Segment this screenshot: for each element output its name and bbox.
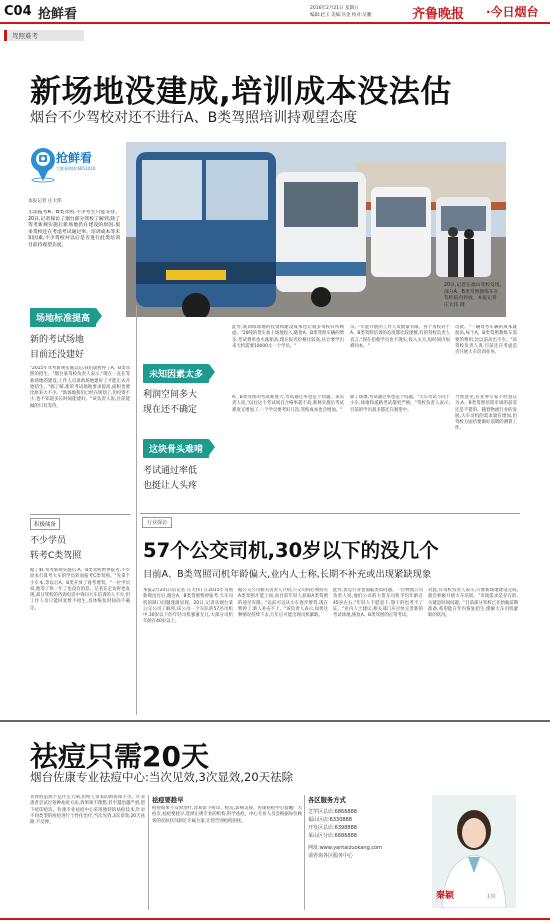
- second-headline: 57个公交司机,30岁以下的没几个: [143, 539, 439, 562]
- logo-hotline: 大鲜看热线:6651010: [56, 166, 96, 171]
- story2-col4: 对此,有驾校负责人表示,只要新场地建设完成,就会积极开展大车培训。"市场需求是存在的,关键是时间问题。"目前部分驾校已开始做前期准备,希望能在年内恢复招生,缓解大车司机紧缺的状况。: [428, 588, 518, 619]
- label-hard-bone: 这块骨头难啃: [143, 439, 209, 458]
- section-tag-label: 驾照难考: [12, 32, 38, 40]
- section-tag: [4, 30, 84, 41]
- website: 网址:www.yantaizuokang.com: [308, 845, 383, 851]
- doctor-role: 主任: [486, 894, 497, 900]
- divider: [140, 513, 520, 514]
- ad-column-divider: [304, 795, 305, 910]
- branch-item: 莱山区分店:6686888: [308, 833, 357, 839]
- col1-subhead-1: 新的考试场地: [30, 335, 85, 345]
- branch-item: 福山区店:6330888: [308, 817, 352, 823]
- photo-caption: 20日,记者在福山驾校发现,部分A、B类驾照教练车在驾校院内停放。本报记者 庄大伟 摄: [444, 283, 502, 308]
- col2-subhead-1b: 现在还不确定: [143, 405, 198, 415]
- story2-col2: 据公交公司相关负责人介绍,公交司机必须持有A类驾照才能上岗,而目前年轻人获取A类驾照的途径有限。"以前可以从小车逐步增驾,现在暂停了,新人补充不上。"该负责人表示,如果这种情况持续下去,几年后可能出现司机紧缺。: [238, 588, 328, 619]
- story2-col3: 此外,货运行业也面临类似问题。一位物流公司负责人说,他们公司的大货车司机平均年龄在45岁左右,"年轻人不愿意干,想干的也考不了证。"业内人士建议,相关部门应尽快完善新的考试场地,恢复A、B类驾照的正常考试。: [333, 588, 423, 619]
- ad-section1-body: 痘痘如果不及时治疗,容易留下痘印、痘坑,影响美观。佐康祛痘中心提醒广大痘友,祛痘要趁早,选择正规专业的机构,科学祛痘。中心专业人员会根据每位顾客的皮肤状况制定专属方案,让您告别痘痘困扰。: [152, 806, 302, 824]
- col4-body-top: 员批。"一辆驾考车辆的成本就很高,每个A、B类驾照教练车需要的费用,比以前高出不少。"该驾校负责人说,目前还在考虑是否开展大车培训业务。: [455, 325, 517, 356]
- col1-body: "2015年驾考新规实施以后,我们就暂停了A、B类驾照的招生。"烟台某驾校负责人表示,"现在一直在等新场地的建设,工作人员说新场地建好了才能正式开始招生。"据了解,新的考试场地要求提高,面积也要比原来大不少。"新场地我们已经在规划了,但投资不小,也不知道多长时间能建好。"该负责人说,目前能做的只有等待。: [30, 366, 130, 409]
- newspaper-edition: ·今日烟台: [486, 5, 539, 19]
- divider: [30, 514, 130, 515]
- col1-subhead-2: 目前还没建好: [30, 350, 85, 360]
- main-subheadline: 烟台不少驾校对还不进行A、B类驾照培训持观望态度: [30, 110, 358, 126]
- intro-paragraph: 无法报考A、B类驾照,不少考生只能等待。20日,记者探访了烟台部分驾校了解到,除了驾考新规实施后新场地仍在建设的原因,很多驾校还在考虑考试通过率、培训成本等未知因素,不少驾校对以后是否进行此类培训目前持观望态度。: [28, 210, 120, 248]
- col2-body-top: 此外,新训练场地的投资和建设成本也让很多驾校有所顾虑。"20吨的货车加上场地投入,随着A、B类驾照车辆的增多,考试费用也水涨船高,现在报名价格比较高,估计要学出来大约需要10000元一个学员。": [232, 325, 344, 349]
- branch-item: 开发区总店:6398888: [308, 825, 357, 831]
- section-tag-bar: [4, 30, 7, 41]
- ad-section2-title: 各区服务方式: [308, 797, 346, 804]
- section-name: 抢鲜看: [38, 7, 78, 22]
- ad-subheadline: 烟台佐康专业祛痘中心:当次见效,3次显效,20天祛除: [30, 770, 294, 784]
- col3-body-top: 员,一年能开展的工作人员数量有限。各个驾校对于A、B类驾照培训的态度都比较谨慎,有的驾校负责人直言,"现在招收学员也不现实,投入太大,短时间内很难回本。": [350, 325, 450, 349]
- ad-intro: 青春痘虽然不是什么大病,但给人带来的困扰却不少。许多患者尝试过各种祛痘方法,效果却不理想,甚至越治越严重,留下痘印痘坑。佐康专业祛痘中心采用独特的祛痘技术,针对不同类型的痘痘进行个性化治疗,当次见效,3次显效,20天祛除,不反弹。: [30, 795, 145, 826]
- label-unknown-factors: 未知因素太多: [143, 364, 209, 383]
- col3-body-mid: 除了场地,考试通过率也是个问题。"大车考试不同于小车,场地和道路考试都更严格。"驾校负责人表示,目前的学员很多都还在观望中。: [350, 395, 450, 413]
- col1b-tag: 积极储备: [30, 518, 60, 530]
- col2-subhead-2a: 考试通过率低: [143, 466, 198, 476]
- date-line: 2016年2月21日 星期五: [310, 6, 359, 11]
- column-divider: [136, 305, 137, 715]
- col2-subhead-2b: 也挺让人头疼: [143, 481, 198, 491]
- page-number: C04: [4, 4, 32, 19]
- doctor-signature: 秦颖: [436, 891, 455, 901]
- logo-text: 抢鲜看: [56, 151, 93, 165]
- col1b-subhead-1: 不少学员: [30, 536, 67, 546]
- ad-column-divider: [148, 795, 149, 910]
- main-headline: 新场地没建成,培训成本没法估: [30, 74, 452, 110]
- qiangxiankan-logo: [30, 143, 100, 183]
- col1b-body: 据了解,驾考新规实施后,A、B类驾照暂停报考,不少原本打算考大车的学员转而报考C类驾照。"先拿个小车本,等以后A、B类开放了再考增驾。"一位学员说,他等了快一年了也没有消息。记者在走访时也发现,部分驾校的咨询电话中询问大车培训的人不少,但工作人员只能回复暂不招生,具体恢复时间尚不确定。: [30, 568, 130, 611]
- ad-divider: [0, 720, 550, 722]
- header-rule: [0, 22, 550, 24]
- story2-col1: 本报2月20日讯(记者 庄大伟) 在2015年驾照新规出台后,烟台A、B类驾照暂停报考,大车司机的缺口问题逐渐显现。20日,记者从烟台某公交公司了解到,该公司一个车队的57名司机中,30岁以下的年轻司机寥寥无几,大部分司机年龄在40岁以上。: [143, 588, 233, 625]
- ad-headline: 祛痘只需20天: [30, 740, 209, 773]
- footer-rule: [0, 918, 550, 920]
- editor-line: 编辑:赵玉 美编:冯金 校对:吴鹏: [310, 13, 372, 18]
- col2-body-mid: A、B类驾照的考试难度大,考试通过率也是个问题。该负责人说,"以往这个考试项目合格率就不高,新规实施后考试难度又增加了,一个学员要考好几次,驾校成本也会增加。": [232, 395, 344, 413]
- col4-body-mid: 当然意见,有业界专家不经意认为,A、B类驾照培训市场的前景还是不错的。随着物流行业的发展,大车司机的需求量在增加,但驾校方面仍要做好前期的测算工作。: [455, 395, 517, 432]
- branch-item: 芝罘区总店:6866888: [308, 809, 357, 815]
- branch-list: [308, 808, 428, 860]
- ad-note: 请咨询各区服务中心: [308, 853, 354, 859]
- ad-section1-title: 祛痘要趁早: [152, 797, 184, 804]
- col1b-subhead-2: 转考C类驾照: [30, 551, 82, 561]
- section-tag-industry: 行业探访: [142, 517, 172, 528]
- label-site-standard: 场地标准提高: [30, 308, 96, 327]
- reporter-byline: 本报记者 庄大伟: [28, 199, 62, 204]
- col2-subhead-1a: 利润空间多大: [143, 390, 198, 400]
- newspaper-brand: 齐鲁晚报: [412, 7, 465, 22]
- second-subheadline: 目前A、B类驾照司机年龄偏大,业内人士称,长期不补充或出现紧缺现象: [143, 569, 432, 580]
